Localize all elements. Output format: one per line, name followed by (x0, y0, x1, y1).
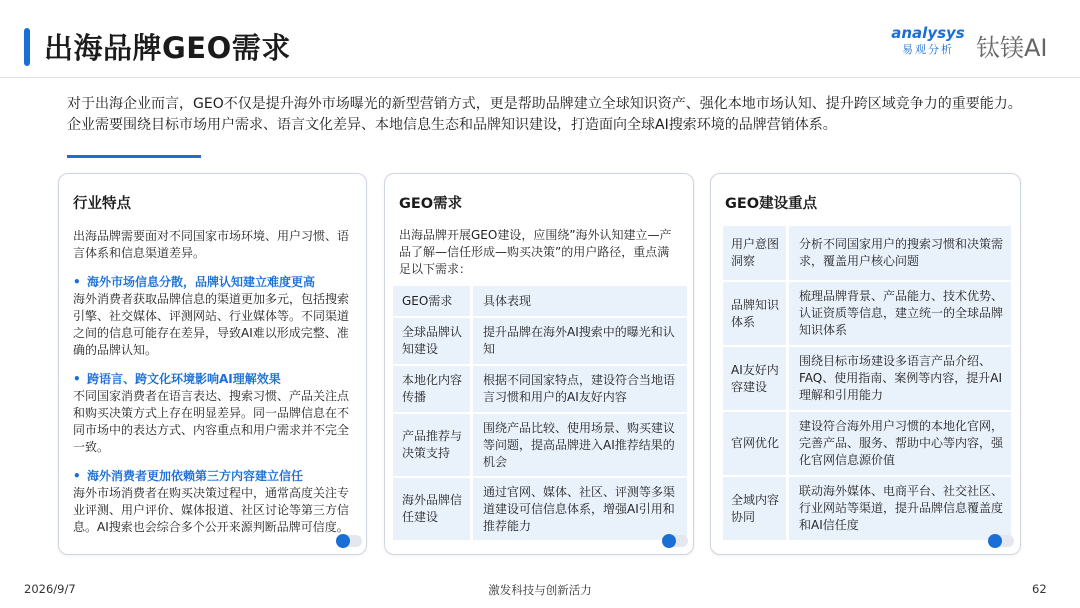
analysys-logo-cn: 易观分析 (902, 43, 954, 56)
card-geo-key-points (710, 173, 1021, 555)
footer-date: 2026/9/7 (24, 582, 76, 596)
table-cell: 官网优化 (723, 412, 789, 475)
list-item (73, 468, 355, 536)
page-number: 62 (1032, 582, 1047, 596)
header-divider (0, 77, 1080, 78)
table-row (723, 347, 1011, 410)
table-row (393, 414, 687, 476)
table-cell: 全域内容协同 (723, 477, 789, 540)
analysys-logo-en: analysys (891, 24, 965, 42)
table-cell: 通过官网、媒体、社区、评测等多渠道建设可信信息体系，增强AI引用和推荐能力 (473, 478, 687, 540)
card-industry-features (58, 173, 367, 555)
title-accent-bar (24, 28, 30, 66)
card-lead: 出海品牌需要面对不同国家市场环境、用户习惯、语言体系和信息渠道差异。 (73, 229, 350, 260)
table-cell: 本地化内容传播 (393, 366, 473, 412)
table-cell: 品牌知识体系 (723, 282, 789, 345)
bullet-text: 海外消费者获取品牌信息的渠道更加多元，包括搜索引擎、社交媒体、评测网站、行业媒体等。不同渠道之间的信息可能存在差异，导致AI难以形成完整、准确的品牌认知。 (73, 292, 350, 357)
table-cell: 根据不同国家特点，建设符合当地语言习惯和用户的AI友好内容 (473, 366, 687, 412)
bullet-heading: • 海外市场信息分散，品牌认知建立难度更高 (73, 275, 316, 289)
intro-paragraph: 对于出海企业而言，GEO不仅是提升海外市场曝光的新型营销方式，更是帮助品牌建立全球知识资产、强化本地市场认知、提升跨区域竞争力的重要能力。企业需要围绕目标市场用户需求、语言文化差异、本地信息生态和品牌知识建设，打造面向全球AI搜索环境的品牌营销体系。 (67, 96, 1022, 133)
card-toggle-switch[interactable] (336, 535, 362, 547)
table-header-cell: GEO需求 (393, 286, 473, 316)
card-title: 行业特点 (73, 196, 131, 212)
card-body (73, 228, 355, 548)
list-item (73, 371, 355, 456)
table-cell: 全球品牌认知建设 (393, 318, 473, 364)
footer-slogan: 激发科技与创新活力 (488, 583, 592, 597)
table-row (723, 412, 1011, 475)
card-toggle-switch[interactable] (662, 535, 688, 547)
table-row (393, 318, 687, 364)
table-cell: 联动海外媒体、电商平台、社交社区、行业网站等渠道，提升品牌信息覆盖度和AI信任度 (789, 477, 1011, 540)
table-header-row (393, 286, 687, 316)
bullet-text: 海外市场消费者在购买决策过程中，通常高度关注专业评测、用户评价、媒体报道、社区讨论等第三方信息。AI搜索也会综合多个公开来源判断品牌可信度。 (73, 486, 350, 534)
page-title: 出海品牌GEO需求 (44, 31, 291, 65)
table-cell: 产品推荐与决策支持 (393, 414, 473, 476)
card-title: GEO需求 (399, 196, 463, 212)
table-cell: 用户意图洞察 (723, 226, 789, 280)
analysys-logo (888, 24, 968, 57)
bullet-heading: • 跨语言、跨文化环境影响AI理解效果 (73, 372, 281, 386)
table-header-cell: 具体表现 (473, 286, 687, 316)
table-cell: AI友好内容建设 (723, 347, 789, 410)
card-toggle-switch[interactable] (988, 535, 1014, 547)
table-row (393, 366, 687, 412)
table-cell: 分析不同国家用户的搜索习惯和决策需求，覆盖用户核心问题 (789, 226, 1011, 280)
table-cell: 围绕目标市场建设多语言产品介绍、FAQ、使用指南、案例等内容，提升AI理解和引用能力 (789, 347, 1011, 410)
table-cell: 提升品牌在海外AI搜索中的曝光和认知 (473, 318, 687, 364)
table-cell: 建设符合海外用户习惯的本地化官网，完善产品、服务、帮助中心等内容，强化官网信息源价值 (789, 412, 1011, 475)
table-row (723, 226, 1011, 280)
bullet-heading: • 海外消费者更加依赖第三方内容建立信任 (73, 469, 304, 483)
geo-key-points-table (723, 224, 1011, 542)
card-title: GEO建设重点 (725, 196, 818, 212)
list-item (73, 274, 355, 359)
yimei-logo: 钛镁AI (976, 34, 1048, 62)
table-cell: 围绕产品比较、使用场景、购买建议等问题，提高品牌进入AI推荐结果的机会 (473, 414, 687, 476)
intro-underline (67, 155, 201, 158)
table-row (723, 282, 1011, 345)
table-cell: 梳理品牌背景、产品能力、技术优势、认证资质等信息，建立统一的全球品牌知识体系 (789, 282, 1011, 345)
geo-needs-table (393, 284, 687, 542)
bullet-text: 不同国家消费者在语言表达、搜索习惯、产品关注点和购买决策方式上存在明显差异。同一品牌信息在不同市场中的表达方式、内容重点和用户需求并不完全一致。 (73, 389, 350, 454)
card-lead: 出海品牌开展GEO建设，应围绕”海外认知建立—产品了解—信任形成—购买决策”的用户路径，重点满足以下需求： (399, 228, 672, 276)
table-row (723, 477, 1011, 540)
table-cell: 海外品牌信任建设 (393, 478, 473, 540)
card-geo-needs (384, 173, 694, 555)
table-row (393, 478, 687, 540)
